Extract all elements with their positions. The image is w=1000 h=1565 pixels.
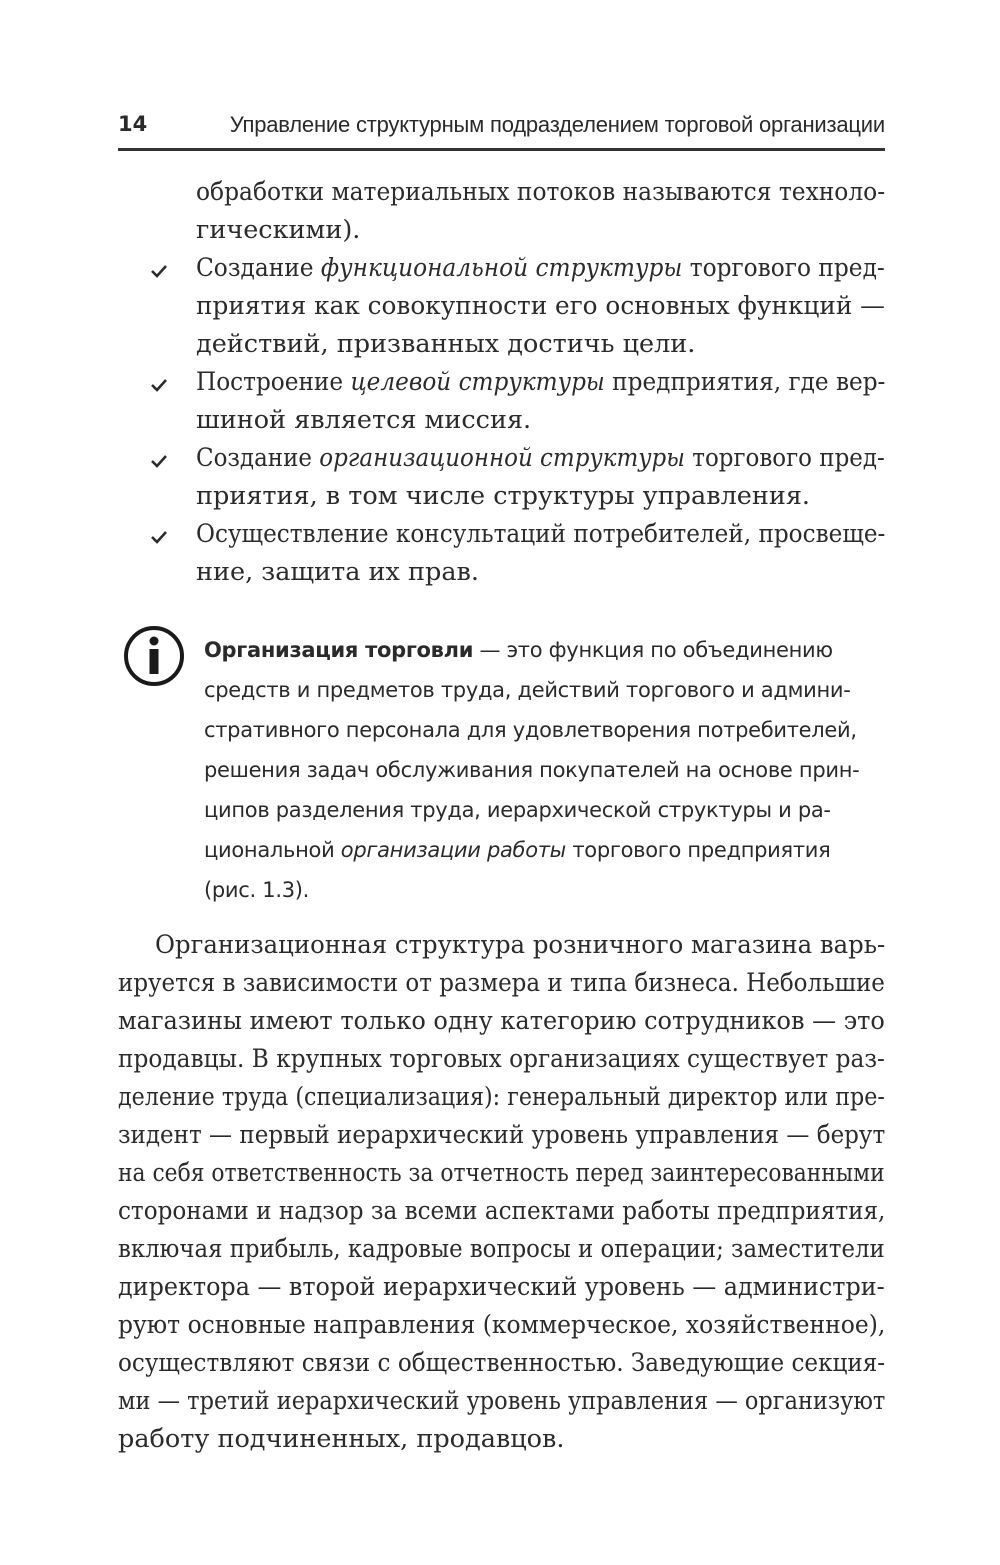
paragraph-line: сторонами и надзор за всеми аспектами работы предприятия,	[118, 1196, 886, 1226]
paragraph-line: продавцы. В крупных торговых организациях существует раз-	[118, 1044, 885, 1074]
paragraph-line: директора — второй иерархический уровень — администри-	[118, 1272, 885, 1302]
text-line: стративного персонала для удовлетворения потребителей,	[204, 718, 857, 742]
running-header	[118, 112, 885, 144]
text-line: шиной является миссия.	[196, 405, 532, 435]
text-line: приятия, в том числе структуры управления.	[196, 481, 811, 511]
definition-term: Организация торговли	[204, 638, 474, 662]
text-line: решения задач обслуживания покупателей на основе прин-	[204, 758, 860, 782]
paragraph-line: Организационная структура розничного магазина варь-	[155, 930, 886, 960]
bullet-item: Осуществление консультаций потребителей, просвеще-	[196, 519, 886, 549]
info-icon	[123, 625, 185, 687]
paragraph-line: руют основные направления (коммерческое, хозяйственное),	[118, 1310, 886, 1340]
checkmark-icon	[150, 376, 168, 394]
paragraph-line: на себя ответственность за отчетность перед заинтересованными	[118, 1158, 885, 1188]
bullet-item: Построение целевой структуры предприятия, где вер-	[196, 367, 886, 397]
page-number: 14	[118, 112, 148, 136]
paragraph-line: осуществляют связи с общественностью. Заведующие секция-	[118, 1348, 886, 1378]
bullet-item: Создание функциональной структуры торгового пред-	[196, 253, 885, 283]
text-line: приятия как совокупности его основных функций —	[196, 291, 885, 321]
text-line: ние, защита их прав.	[196, 557, 479, 587]
text-line: гическими).	[196, 215, 361, 245]
checkmark-icon	[150, 528, 168, 546]
paragraph-line: зидент — первый иерархический уровень управления — берут	[118, 1120, 886, 1150]
paragraph-line: деление труда (специализация): генеральный директор или пре-	[118, 1082, 885, 1112]
checkmark-icon	[150, 262, 168, 280]
paragraph-line: работу подчиненных, продавцов.	[118, 1424, 565, 1454]
paragraph-line: ми — третий иерархический уровень управления — организуют	[118, 1386, 886, 1416]
text-line: средств и предметов труда, действий торгового и админи-	[204, 678, 851, 702]
bullet-item: Создание организационной структуры торгового пред-	[196, 443, 885, 473]
definition-text: Организация торговли — это функция по объединению	[204, 638, 833, 662]
paragraph-line: ируется в зависимости от размера и типа бизнеса. Небольшие	[118, 968, 885, 998]
checkmark-icon	[150, 452, 168, 470]
text-line: действий, призванных достичь цели.	[196, 329, 696, 359]
text-line: обработки материальных потоков называются техноло-	[196, 177, 886, 207]
paragraph-line: магазины имеют только одну категорию сотрудников — это	[118, 1006, 885, 1036]
text-line: (рис. 1.3).	[204, 878, 310, 902]
text-line: циональной организации работы торгового предприятия	[204, 838, 831, 862]
paragraph-line: включая прибыль, кадровые вопросы и операции; заместители	[118, 1234, 885, 1264]
running-title: Управление структурным подразделением торговой организации	[229, 112, 885, 137]
text-line: ципов разделения труда, иерархической структуры и ра-	[204, 798, 831, 822]
header-rule	[118, 148, 885, 151]
